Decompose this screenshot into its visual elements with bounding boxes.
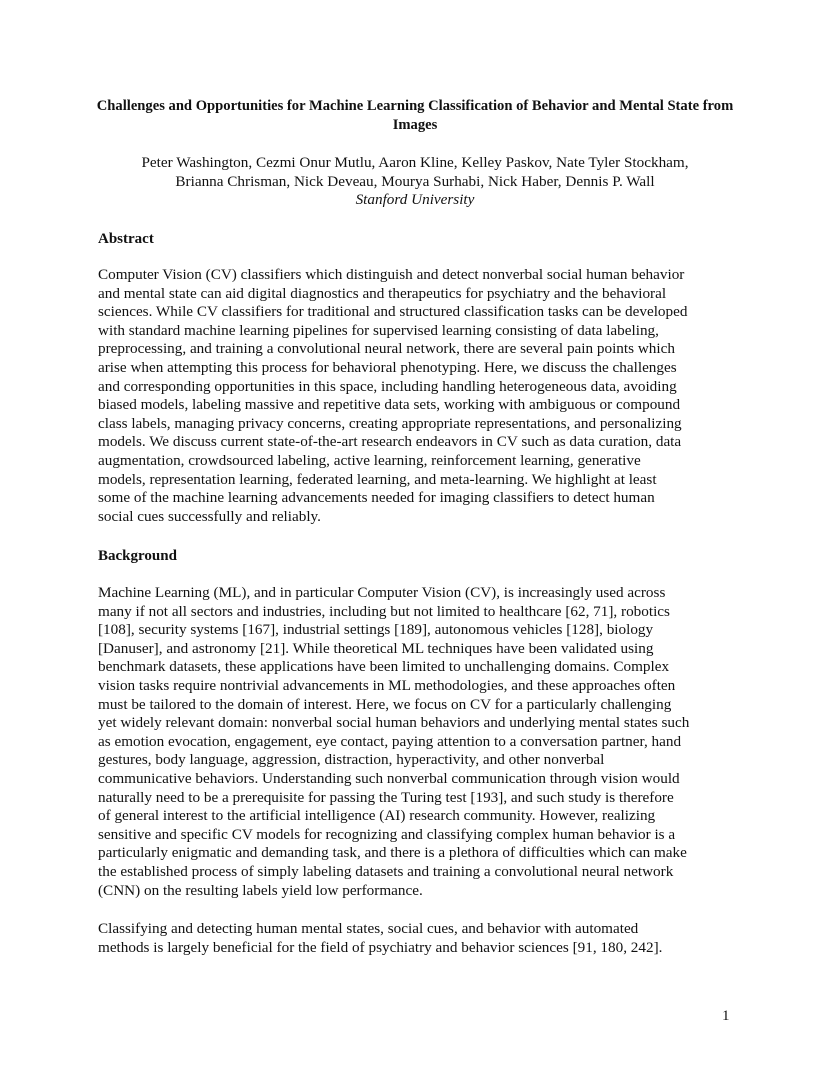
- background-heading: Background: [98, 548, 177, 564]
- abstract-paragraph: [98, 266, 738, 526]
- text-line: sensitive and specific CV models for recognizing and classifying complex human behavior is a: [98, 825, 676, 843]
- text-line: models, representation learning, federated learning, and meta-learning. We highlight at least: [98, 470, 657, 488]
- text-line: augmentation, crowdsourced labeling, active learning, reinforcement learning, generative: [98, 451, 641, 469]
- text-line: some of the machine learning advancements needed for imaging classifiers to detect human: [98, 489, 655, 507]
- text-line: preprocessing, and training a convolutional neural network, there are several pain points which: [98, 340, 675, 358]
- text-line: must be tailored to the domain of interest. Here, we focus on CV for a particularly challenging: [98, 695, 672, 713]
- text-line: naturally need to be a prerequisite for passing the Turing test [193], and such study is therefore: [98, 788, 674, 806]
- text-line: models. We discuss current state-of-the-art research endeavors in CV such as data curation, data: [98, 433, 682, 451]
- text-line: and mental state can aid digital diagnostics and therapeutics for psychiatry and the behavioral: [98, 284, 667, 302]
- text-line: as emotion evocation, engagement, eye contact, paying attention to a conversation partner, hand: [98, 732, 682, 750]
- background-paragraph-2: [98, 920, 738, 957]
- text-line: Machine Learning (ML), and in particular Computer Vision (CV), is increasingly used across: [98, 584, 666, 601]
- text-line: communicative behaviors. Understanding such nonverbal communication through vision would: [98, 769, 680, 787]
- text-line: [Danuser], and astronomy [21]. While theoretical ML techniques have been validated using: [98, 639, 654, 657]
- text-line: [108], security systems [167], industrial settings [189], autonomous vehicles [128], biology: [98, 621, 654, 639]
- paper-title: Challenges and Opportunities for Machine Learning Classification of Behavior and Mental State from Images: [96, 98, 734, 133]
- text-line: class labels, managing privacy concerns, creating appropriate representations, and personalizing: [98, 414, 682, 432]
- background-paragraph-1: [98, 584, 738, 900]
- text-line: benchmark datasets, these applications have been limited to unchallenging domains. Complex: [98, 658, 670, 676]
- text-line: gestures, body language, aggression, distraction, hyperactivity, and other nonverbal: [98, 751, 605, 769]
- text-line: social cues successfully and reliably.: [98, 507, 321, 525]
- text-line: the established process of simply labeling datasets and training a convolutional neural network: [98, 862, 674, 880]
- text-line: Computer Vision (CV) classifiers which distinguish and detect nonverbal social human behavior: [98, 266, 685, 283]
- text-line: many if not all sectors and industries, including but not limited to healthcare [62, 71], robotics: [98, 602, 670, 620]
- text-line: yet widely relevant domain: nonverbal social human behaviors and underlying mental states such: [98, 714, 690, 732]
- author-list-line-1: Peter Washington, Cezmi Onur Mutlu, Aaron Kline, Kelley Paskov, Nate Tyler Stockham,: [141, 154, 689, 171]
- author-block: [90, 154, 740, 210]
- text-line: of general interest to the artificial intelligence (AI) research community. However, realizing: [98, 807, 656, 825]
- page-number: 1: [722, 1008, 730, 1024]
- affiliation: Stanford University: [355, 191, 475, 209]
- text-line: (CNN) on the resulting labels yield low performance.: [98, 881, 423, 899]
- text-line: with standard machine learning pipelines for supervised learning consisting of data labeling,: [98, 321, 659, 339]
- text-line: biased models, labeling massive and repetitive data sets, working with ambiguous or compound: [98, 396, 681, 414]
- author-list-line-2: Brianna Chrisman, Nick Deveau, Mourya Surhabi, Nick Haber, Dennis P. Wall: [175, 172, 655, 190]
- abstract-heading: Abstract: [98, 231, 154, 247]
- text-line: particularly enigmatic and demanding task, and there is a plethora of difficulties which can make: [98, 844, 687, 862]
- text-line: arise when attempting this process for behavioral phenotyping. Here, we discuss the challenges: [98, 358, 677, 376]
- text-line: sciences. While CV classifiers for traditional and structured classification tasks can be developed: [98, 303, 688, 321]
- text-line: and corresponding opportunities in this space, including handling heterogeneous data, avoiding: [98, 377, 677, 395]
- text-line: methods is largely beneficial for the field of psychiatry and behavior sciences [91, 180, 242].: [98, 938, 663, 956]
- text-line: Classifying and detecting human mental states, social cues, and behavior with automated: [98, 920, 639, 937]
- text-line: vision tasks require nontrivial advancements in ML methodologies, and these approaches often: [98, 676, 676, 694]
